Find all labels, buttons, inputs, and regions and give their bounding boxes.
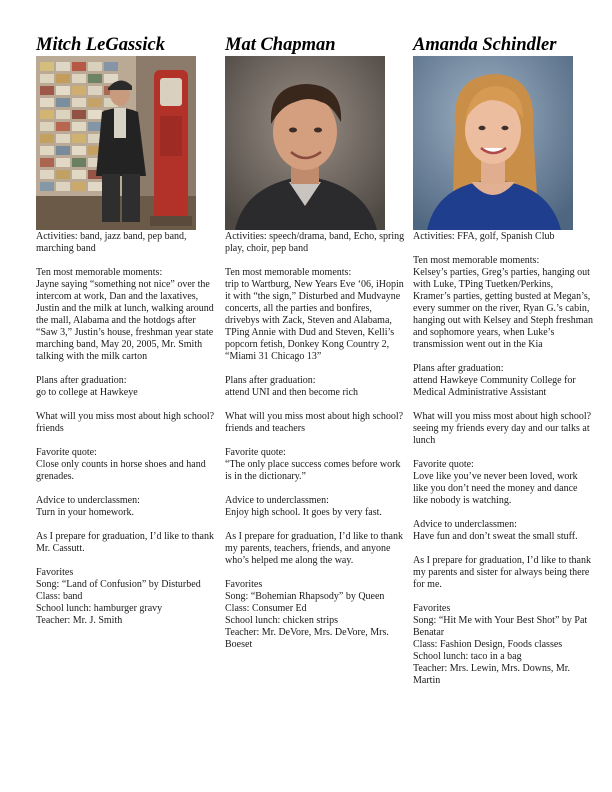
- quote-heading: Favorite quote:: [225, 447, 286, 458]
- memorable-text: Jayne saying “something not nice” over the intercom at work, Dan and the laxatives, Justin and the milk at lunch, walking around the mall, Alabama and the hotdogs after “Saw 3,” Justin’s house, freshman year state marching band, May 20, 2005, Mr. Smith talking with the milk carton: [36, 279, 214, 362]
- favorite-teacher: Teacher: Mr. J. Smith: [36, 615, 123, 626]
- favorite-lunch: School lunch: hamburger gravy: [36, 603, 163, 614]
- advice-section: [36, 495, 216, 519]
- favorite-lunch: School lunch: chicken strips: [225, 615, 339, 626]
- advice-section: [413, 519, 593, 543]
- miss-text: friends and teachers: [225, 423, 305, 434]
- activities: Activities: band, jazz band, pep band, marching band: [36, 231, 187, 254]
- plans-text: attend UNI and then become rich: [225, 387, 359, 398]
- favorite-lunch: School lunch: taco in a bag: [413, 651, 522, 662]
- advice-section: [225, 495, 405, 519]
- miss-text: seeing my friends every day and our talks at lunch: [413, 423, 590, 446]
- senior-profile-amanda: [413, 34, 593, 699]
- plans-section: [225, 375, 405, 399]
- miss-section: [225, 411, 405, 435]
- favorite-teacher: Teacher: Mr. DeVore, Mrs. DeVore, Mrs. Boeset: [225, 627, 389, 650]
- favorite-song: Song: “Hit Me with Your Best Shot” by Pat Benatar: [413, 615, 588, 638]
- plans-text: attend Hawkeye Community College for Medical Administrative Assistant: [413, 375, 576, 398]
- senior-photo: [413, 56, 573, 230]
- profile-text: [225, 231, 405, 651]
- favorites-section: [413, 603, 593, 687]
- plans-heading: Plans after graduation:: [225, 375, 316, 386]
- favorite-song: Song: “Bohemian Rhapsody” by Queen: [225, 591, 385, 602]
- memorable-text: Kelsey’s parties, Greg’s parties, hanging out with Luke, TPing Tuetken/Perkins, Kramer’s parties, getting busted at Megan’s, every summer on the river, Ryan G.’s cabin, hanging out with Kelsey and Steph freshman and sophomore years, when Luke’s transmission went out in the Kia: [413, 267, 593, 350]
- quote-text: “The only place success comes before work is in the dictionary.”: [225, 459, 401, 482]
- miss-heading: What will you miss most about high school?: [36, 411, 215, 422]
- memorable-section: [413, 255, 593, 351]
- miss-heading: What will you miss most about high school?: [413, 411, 592, 422]
- favorite-class: Class: band: [36, 591, 83, 602]
- profile-text: [413, 231, 593, 687]
- senior-photo: [36, 56, 196, 230]
- senior-profile-mitch: [36, 34, 216, 639]
- student-name: Mat Chapman: [225, 35, 336, 55]
- memorable-section: [225, 267, 405, 363]
- advice-text: Have fun and don’t sweat the small stuff.: [413, 531, 578, 542]
- quote-section: [36, 447, 216, 483]
- profile-text: [36, 231, 216, 627]
- thanks-text: As I prepare for graduation, I’d like to thank my parents and sister for always being there for me.: [413, 555, 591, 590]
- quote-text: Love like you’ve never been loved, work like you don’t need the money and dance like nobody is watching.: [413, 471, 578, 506]
- student-name: Amanda Schindler: [413, 35, 557, 55]
- plans-heading: Plans after graduation:: [413, 363, 504, 374]
- activities: Activities: speech/drama, band, Echo, spring play, choir, pep band: [225, 231, 405, 254]
- student-name: Mitch LeGassick: [36, 35, 165, 55]
- thanks-text: As I prepare for graduation, I’d like to thank Mr. Cassutt.: [36, 531, 214, 554]
- quote-section: [225, 447, 405, 483]
- plans-text: go to college at Hawkeye: [36, 387, 138, 398]
- plans-section: [36, 375, 216, 399]
- advice-heading: Advice to underclassmen:: [36, 495, 140, 506]
- quote-heading: Favorite quote:: [413, 459, 474, 470]
- advice-text: Turn in your homework.: [36, 507, 134, 518]
- memorable-text: trip to Wartburg, New Years Eve ‘06, iHopin it with “the sign,” Disturbed and Mudvayne concerts, all the parties and bonfires, drivebys with Zack, Steven and Alabama, TPing Annie with Dud and Steven, Kelli’s popcorn fetish, Donkey Kong Country 2, “Miami 31 Chicago 13”: [225, 279, 404, 362]
- advice-heading: Advice to underclassmen:: [225, 495, 329, 506]
- miss-text: friends: [36, 423, 64, 434]
- favorite-class: Class: Consumer Ed: [225, 603, 307, 614]
- senior-profile-mat: [225, 34, 405, 663]
- senior-photo: [225, 56, 385, 230]
- favorite-song: Song: “Land of Confusion” by Disturbed: [36, 579, 201, 590]
- quote-text: Close only counts in horse shoes and hand grenades.: [36, 459, 206, 482]
- thanks-text: As I prepare for graduation, I’d like to thank my parents, teachers, friends, and anyone who’s helped me along the way.: [225, 531, 403, 566]
- favorites-section: [225, 579, 405, 651]
- advice-heading: Advice to underclassmen:: [413, 519, 517, 530]
- miss-section: [36, 411, 216, 435]
- memorable-heading: Ten most memorable moments:: [413, 255, 540, 266]
- favorites-heading: Favorites: [225, 579, 263, 590]
- advice-text: Enjoy high school. It goes by very fast.: [225, 507, 382, 518]
- miss-heading: What will you miss most about high school?: [225, 411, 404, 422]
- favorites-heading: Favorites: [413, 603, 451, 614]
- plans-section: [413, 363, 593, 399]
- activities: Activities: FFA, golf, Spanish Club: [413, 231, 555, 242]
- memorable-section: [36, 267, 216, 363]
- quote-heading: Favorite quote:: [36, 447, 97, 458]
- favorite-class: Class: Fashion Design, Foods classes: [413, 639, 563, 650]
- plans-heading: Plans after graduation:: [36, 375, 127, 386]
- favorites-heading: Favorites: [36, 567, 74, 578]
- favorite-teacher: Teacher: Mrs. Lewin, Mrs. Downs, Mr. Martin: [413, 663, 571, 686]
- memorable-heading: Ten most memorable moments:: [36, 267, 163, 278]
- miss-section: [413, 411, 593, 447]
- quote-section: [413, 459, 593, 507]
- memorable-heading: Ten most memorable moments:: [225, 267, 352, 278]
- favorites-section: [36, 567, 216, 627]
